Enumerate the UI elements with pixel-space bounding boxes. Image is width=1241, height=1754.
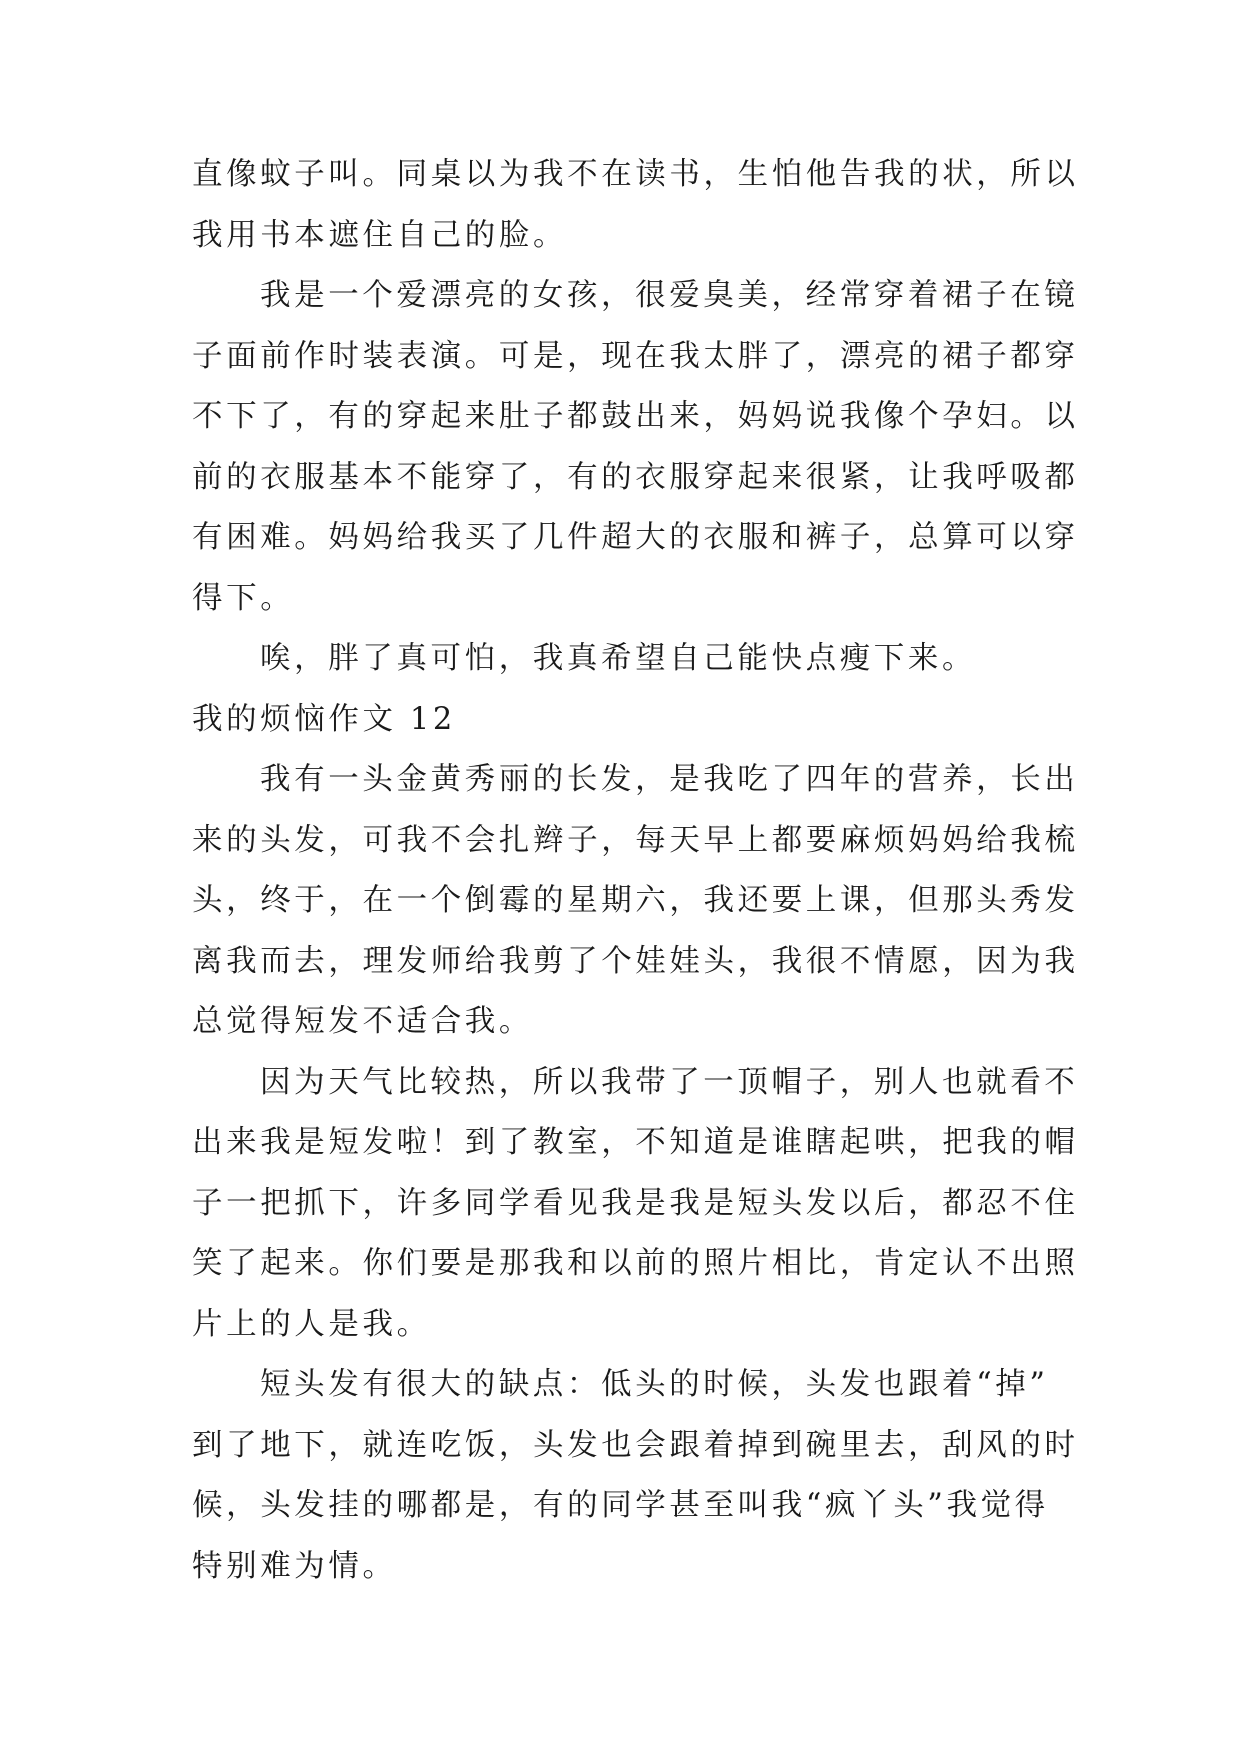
text-line: 因为天气比较热，所以我带了一顶帽子，别人也就看不 [260,1064,1079,1100]
paragraph-2 [192,266,1079,629]
text-line: 子面前作时装表演。可是，现在我太胖了，漂亮的裙子都穿 [192,338,1079,374]
text-line: 唉，胖了真可怕，我真希望自己能快点瘦下来。 [260,641,977,676]
text-line: 总觉得短发不适合我。 [192,1004,533,1039]
paragraph-3 [192,629,1052,690]
essay-heading [192,690,1052,751]
text-line: 直像蚊子叫。同桌以为我不在读书，生怕他告我的状，所以 [192,157,1079,192]
paragraph-6 [192,1355,1079,1597]
text-line: 特别难为情。 [192,1548,397,1584]
document-body [192,145,1079,1597]
text-line: 笑了起来。你们要是那我和以前的照片相比，肯定认不出照 [192,1246,1079,1281]
paragraph-5 [192,1053,1079,1356]
paragraph-1 [192,145,1079,266]
text-line: 来的头发，可我不会扎辫子，每天早上都要麻烦妈妈给我梳 [192,822,1079,858]
text-line: 出来我是短发啦！到了教室，不知道是谁瞎起哄，把我的帽 [192,1125,1079,1160]
text-line: 头，终于，在一个倒霉的星期六，我还要上课，但那头秀发 [192,883,1079,918]
text-line: 短头发有很大的缺点：低头的时候，头发也跟着“掉” [260,1367,1049,1402]
text-line: 离我而去，理发师给我剪了个娃娃头，我很不情愿，因为我 [192,943,1079,979]
text-line: 得下。 [192,580,295,616]
text-line: 前的衣服基本不能穿了，有的衣服穿起来很紧，让我呼吸都 [192,459,1079,495]
heading-text: 我的烦恼作文 12 [192,701,456,737]
text-line: 有困难。妈妈给我买了几件超大的衣服和裤子，总算可以穿 [192,520,1079,555]
text-line: 候，头发挂的哪都是，有的同学甚至叫我“疯丫头”我觉得 [192,1488,1049,1523]
text-line: 不下了，有的穿起来肚子都鼓出来，妈妈说我像个孕妇。以 [192,399,1079,434]
paragraph-4 [192,750,1079,1053]
text-line: 片上的人是我。 [192,1306,431,1342]
text-line: 子一把抓下，许多同学看见我是我是短头发以后，都忍不住 [192,1185,1079,1221]
text-line: 我是一个爱漂亮的女孩，很爱臭美，经常穿着裙子在镜 [260,278,1079,313]
text-line: 我有一头金黄秀丽的长发，是我吃了四年的营养，长出 [260,762,1079,797]
text-line: 到了地下，就连吃饭，头发也会跟着掉到碗里去，刮风的时 [192,1427,1079,1463]
text-line: 我用书本遮住自己的脸。 [192,217,568,253]
